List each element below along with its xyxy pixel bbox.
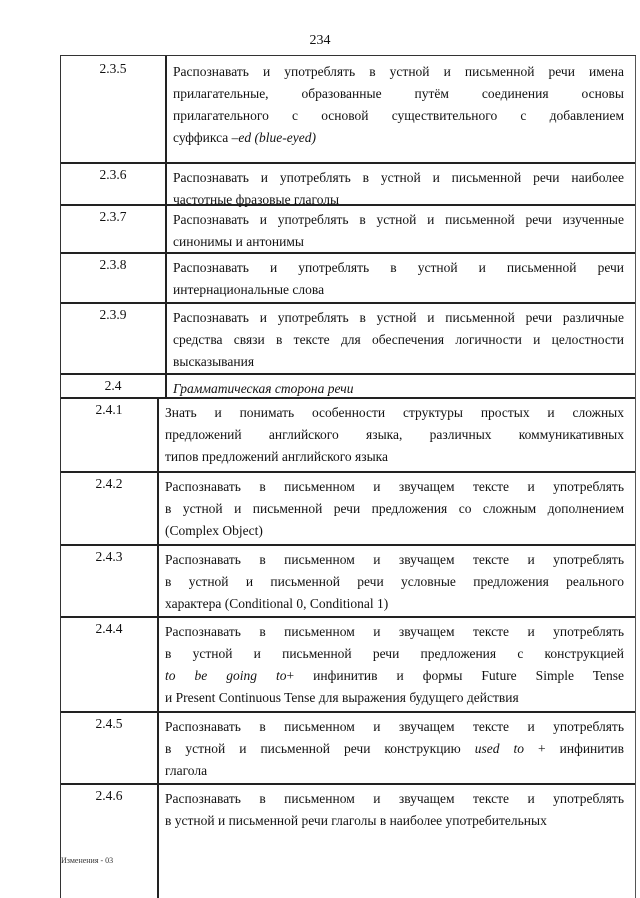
table-right-border (635, 56, 636, 898)
item-number: 2.3.7 (99, 209, 127, 224)
item-description (173, 209, 624, 253)
text-fragment: + инфинитив (524, 741, 624, 756)
table-row (61, 204, 636, 254)
column-divider (165, 204, 167, 252)
text-fragment: суффикса (173, 130, 232, 145)
text-line: Распознавать и употреблять в устной и письменной речи (173, 260, 624, 275)
column-divider (165, 162, 167, 204)
standards-table (60, 55, 636, 898)
text-line: синонимы и антонимы (173, 234, 304, 249)
item-number: 2.4.1 (95, 402, 123, 417)
item-number: 2.3.5 (99, 61, 127, 76)
text-line (165, 738, 624, 760)
text-fragment: + инфинитив и формы Future Simple Tense (286, 668, 624, 683)
text-line: характера (Conditional 0, Conditional 1) (165, 596, 389, 611)
text-line: частотные фразовые глаголы (173, 192, 340, 207)
table-row (61, 302, 636, 375)
column-divider (157, 544, 159, 616)
text-line: прилагательного с основой существительного с добавлением (173, 108, 624, 123)
text-line: высказывания (173, 354, 255, 369)
column-divider (157, 397, 159, 471)
text-fragment: в устной и письменной речи конструкцию (165, 741, 475, 756)
column-divider (157, 616, 159, 711)
item-number: 2.4.4 (95, 621, 123, 636)
column-divider (165, 56, 167, 162)
text-line: глагола (165, 763, 208, 778)
column-divider (157, 471, 159, 544)
item-description (173, 257, 624, 301)
item-description (165, 621, 624, 709)
text-fragment: –ed (blue-eyed) (231, 130, 316, 145)
column-divider (157, 711, 159, 783)
text-line: Знать и понимать особенности структуры простых и сложных (165, 405, 624, 420)
table-row (61, 544, 636, 618)
table-row (61, 162, 636, 206)
text-fragment: used to (474, 741, 524, 756)
table-row (61, 783, 636, 898)
text-line: в устной и письменной речи глаголы в наиболее употребительных (165, 813, 547, 828)
table-row (61, 711, 636, 785)
text-line: Распознавать в письменном и звучащем тексте и употреблять (165, 719, 624, 734)
text-line: Распознавать в письменном и звучащем тексте и употреблять (165, 479, 624, 494)
text-line: (Complex Object) (165, 523, 263, 538)
text-fragment: to be going to (165, 668, 287, 683)
item-description (165, 402, 624, 468)
item-number: 2.4.5 (95, 716, 123, 731)
column-divider (157, 783, 159, 898)
item-number: 2.4.3 (95, 549, 123, 564)
column-divider (165, 373, 167, 397)
text-line: в устной и письменной речи предложения с конструкцией (165, 646, 624, 661)
text-line: в устной и письменной речи условные предложения реального (165, 574, 624, 589)
text-line: в устной и письменной речи предложения со сложным дополнением (165, 501, 624, 516)
text-line: интернациональные слова (173, 282, 325, 297)
table-row (61, 373, 636, 399)
item-description (165, 788, 624, 832)
text-line: Распознавать в письменном и звучащем тексте и употреблять (165, 791, 624, 806)
table-row (61, 56, 636, 164)
text-line: Распознавать в письменном и звучащем тексте и употреблять (165, 624, 624, 639)
footer-revision: Изменения - 03 (61, 856, 114, 865)
page-number: 234 (309, 33, 331, 48)
item-description (165, 549, 624, 615)
item-number: 2.4.6 (95, 788, 123, 803)
text-line: Распознавать и употреблять в устной и письменной речи наиболее (173, 170, 624, 185)
text-line: средства связи в тексте для обеспечения логичности и целостности (173, 332, 624, 347)
table-row (61, 397, 636, 473)
text-line: прилагательные, образованные путём соединения основы (173, 86, 624, 101)
item-description (165, 476, 624, 542)
text-line: Распознавать и употреблять в устной и письменной речи имена (173, 64, 624, 79)
text-line: типов предложений английского языка (165, 449, 389, 464)
item-number: 2.4 (104, 378, 122, 393)
table-row (61, 471, 636, 546)
item-number: 2.3.8 (99, 257, 127, 272)
text-line: Грамматическая сторона речи (173, 381, 354, 396)
column-divider (165, 252, 167, 302)
text-line: и Present Continuous Tense для выражения будущего действия (165, 690, 519, 705)
text-line: Распознавать и употреблять в устной и письменной речи изученные (173, 212, 624, 227)
item-number: 2.3.9 (99, 307, 127, 322)
column-divider (165, 302, 167, 373)
text-line: предложений английского языка, различных коммуникативных (165, 427, 624, 442)
text-line (165, 665, 624, 687)
table-row (61, 616, 636, 713)
item-description (165, 716, 624, 782)
text-line: Распознавать и употреблять в устной и письменной речи различные (173, 310, 624, 325)
item-description (173, 307, 624, 373)
text-line (173, 127, 624, 149)
item-number: 2.3.6 (99, 167, 127, 182)
text-line: Распознавать в письменном и звучащем тексте и употреблять (165, 552, 624, 567)
item-number: 2.4.2 (95, 476, 123, 491)
table-row (61, 252, 636, 304)
item-description (173, 61, 624, 149)
